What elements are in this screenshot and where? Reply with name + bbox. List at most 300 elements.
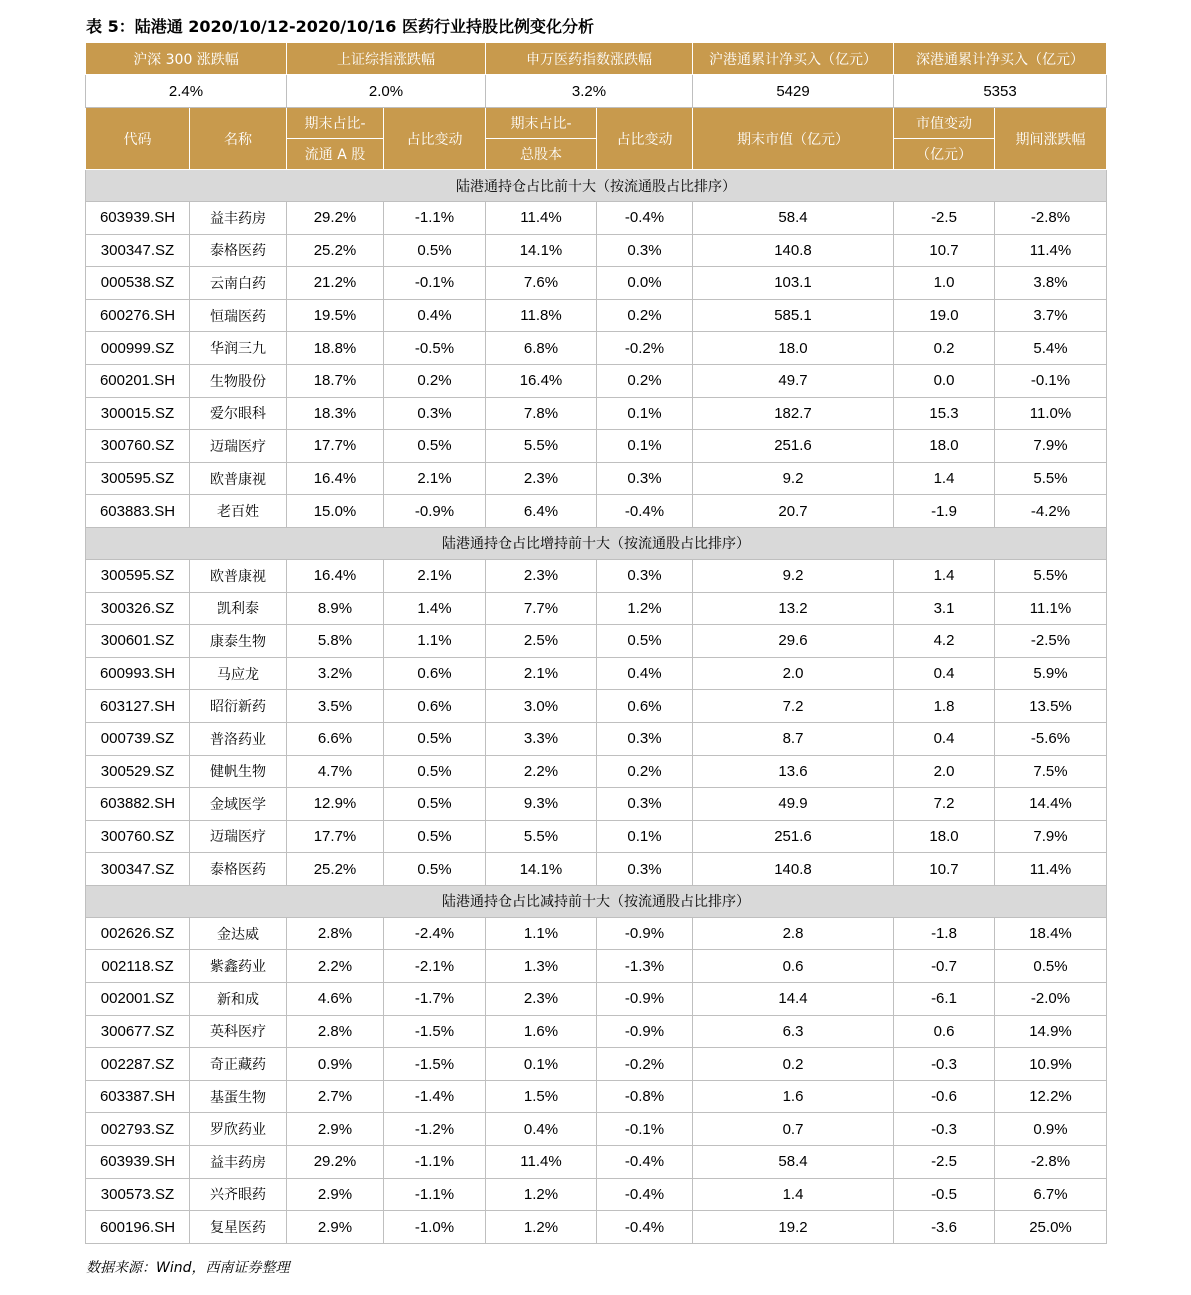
cell-mktcap: 58.4 bbox=[693, 202, 894, 235]
cell-change1: 0.5% bbox=[384, 430, 486, 463]
cell-share-total: 0.4% bbox=[486, 1113, 597, 1146]
cell-code: 600993.SH bbox=[86, 657, 190, 690]
cell-mktcap: 103.1 bbox=[693, 267, 894, 300]
cell-change2: 1.2% bbox=[597, 592, 693, 625]
cell-code: 600276.SH bbox=[86, 299, 190, 332]
cell-name: 生物股份 bbox=[190, 364, 287, 397]
table-row bbox=[86, 234, 1107, 267]
cell-code: 300529.SZ bbox=[86, 755, 190, 788]
cell-share-total: 1.2% bbox=[486, 1211, 597, 1244]
cell-mktchg: -1.9 bbox=[894, 495, 995, 528]
cell-pricechg: 10.9% bbox=[995, 1048, 1107, 1081]
cell-pricechg: -2.8% bbox=[995, 202, 1107, 235]
cell-pricechg: 11.1% bbox=[995, 592, 1107, 625]
cell-name: 康泰生物 bbox=[190, 625, 287, 658]
summary-header-sh-connect: 沪港通累计净买入（亿元） bbox=[693, 43, 894, 75]
table-row bbox=[86, 1211, 1107, 1244]
col-header-code: 代码 bbox=[86, 108, 190, 170]
cell-mktcap: 2.0 bbox=[693, 657, 894, 690]
cell-mktchg: 1.8 bbox=[894, 690, 995, 723]
cell-change2: 0.2% bbox=[597, 299, 693, 332]
cell-mktchg: 0.4 bbox=[894, 657, 995, 690]
cell-mktcap: 13.2 bbox=[693, 592, 894, 625]
cell-share-total: 14.1% bbox=[486, 234, 597, 267]
cell-mktcap: 49.7 bbox=[693, 364, 894, 397]
col-header-change1: 占比变动 bbox=[384, 108, 486, 170]
cell-mktcap: 29.6 bbox=[693, 625, 894, 658]
table-row bbox=[86, 397, 1107, 430]
summary-header-sw-pharma: 申万医药指数涨跌幅 bbox=[486, 43, 693, 75]
cell-mktchg: -2.5 bbox=[894, 202, 995, 235]
cell-change1: 0.4% bbox=[384, 299, 486, 332]
cell-share-float: 18.3% bbox=[287, 397, 384, 430]
cell-share-total: 1.5% bbox=[486, 1080, 597, 1113]
cell-pricechg: 7.9% bbox=[995, 430, 1107, 463]
cell-share-float: 2.9% bbox=[287, 1178, 384, 1211]
section-header-row bbox=[86, 170, 1107, 202]
summary-value-hs300: 2.4% bbox=[86, 75, 287, 108]
cell-change1: -0.5% bbox=[384, 332, 486, 365]
cell-mktcap: 9.2 bbox=[693, 559, 894, 592]
cell-mktchg: 0.4 bbox=[894, 722, 995, 755]
cell-share-total: 14.1% bbox=[486, 853, 597, 886]
table-row bbox=[86, 559, 1107, 592]
cell-code: 603127.SH bbox=[86, 690, 190, 723]
cell-mktcap: 585.1 bbox=[693, 299, 894, 332]
cell-mktcap: 13.6 bbox=[693, 755, 894, 788]
cell-mktcap: 1.6 bbox=[693, 1080, 894, 1113]
cell-share-total: 1.2% bbox=[486, 1178, 597, 1211]
cell-share-total: 11.8% bbox=[486, 299, 597, 332]
cell-name: 金达威 bbox=[190, 917, 287, 950]
col-header-share-float-line2: 流通 A 股 bbox=[287, 139, 384, 170]
cell-pricechg: 7.5% bbox=[995, 755, 1107, 788]
cell-pricechg: -2.5% bbox=[995, 625, 1107, 658]
cell-share-float: 4.7% bbox=[287, 755, 384, 788]
cell-name: 英科医疗 bbox=[190, 1015, 287, 1048]
cell-change2: 0.5% bbox=[597, 625, 693, 658]
cell-share-total: 11.4% bbox=[486, 1146, 597, 1179]
cell-share-total: 9.3% bbox=[486, 788, 597, 821]
col-header-change2: 占比变动 bbox=[597, 108, 693, 170]
cell-name: 迈瑞医疗 bbox=[190, 430, 287, 463]
cell-mktchg: 10.7 bbox=[894, 853, 995, 886]
cell-code: 300595.SZ bbox=[86, 559, 190, 592]
table-row bbox=[86, 1015, 1107, 1048]
cell-code: 300326.SZ bbox=[86, 592, 190, 625]
cell-mktchg: 0.0 bbox=[894, 364, 995, 397]
table-row bbox=[86, 950, 1107, 983]
cell-mktcap: 2.8 bbox=[693, 917, 894, 950]
cell-change2: -0.4% bbox=[597, 1178, 693, 1211]
summary-header-row bbox=[86, 43, 1107, 75]
cell-pricechg: 11.4% bbox=[995, 853, 1107, 886]
table-row bbox=[86, 267, 1107, 300]
cell-name: 健帆生物 bbox=[190, 755, 287, 788]
cell-share-float: 2.8% bbox=[287, 1015, 384, 1048]
cell-pricechg: 12.2% bbox=[995, 1080, 1107, 1113]
cell-mktcap: 182.7 bbox=[693, 397, 894, 430]
table-row bbox=[86, 1146, 1107, 1179]
cell-share-float: 3.5% bbox=[287, 690, 384, 723]
cell-name: 马应龙 bbox=[190, 657, 287, 690]
cell-change1: -1.7% bbox=[384, 983, 486, 1016]
cell-code: 300573.SZ bbox=[86, 1178, 190, 1211]
cell-change1: 0.5% bbox=[384, 234, 486, 267]
cell-change1: -1.5% bbox=[384, 1015, 486, 1048]
page-title: 表 5：陆港通 2020/10/12-2020/10/16 医药行业持股比例变化分析 bbox=[86, 17, 594, 36]
cell-name: 益丰药房 bbox=[190, 202, 287, 235]
cell-mktcap: 8.7 bbox=[693, 722, 894, 755]
cell-share-total: 7.8% bbox=[486, 397, 597, 430]
cell-name: 益丰药房 bbox=[190, 1146, 287, 1179]
cell-change1: -2.1% bbox=[384, 950, 486, 983]
col-header-mktcap: 期末市值（亿元） bbox=[693, 108, 894, 170]
cell-mktcap: 58.4 bbox=[693, 1146, 894, 1179]
cell-mktchg: 10.7 bbox=[894, 234, 995, 267]
table-row bbox=[86, 299, 1107, 332]
cell-pricechg: 25.0% bbox=[995, 1211, 1107, 1244]
summary-value-sz-connect: 5353 bbox=[894, 75, 1107, 108]
cell-mktchg: 18.0 bbox=[894, 820, 995, 853]
table-row bbox=[86, 1113, 1107, 1146]
cell-change1: -1.1% bbox=[384, 1146, 486, 1179]
table-row bbox=[86, 364, 1107, 397]
table-row bbox=[86, 1080, 1107, 1113]
table-row bbox=[86, 853, 1107, 886]
cell-share-float: 25.2% bbox=[287, 853, 384, 886]
cell-change2: -0.4% bbox=[597, 495, 693, 528]
cell-change1: 1.4% bbox=[384, 592, 486, 625]
summary-value-sh-connect: 5429 bbox=[693, 75, 894, 108]
cell-change1: 0.2% bbox=[384, 364, 486, 397]
col-header-share-float-line1: 期末占比- bbox=[287, 108, 384, 139]
cell-share-float: 25.2% bbox=[287, 234, 384, 267]
cell-share-total: 0.1% bbox=[486, 1048, 597, 1081]
cell-share-float: 16.4% bbox=[287, 462, 384, 495]
cell-share-float: 2.2% bbox=[287, 950, 384, 983]
cell-name: 欧普康视 bbox=[190, 559, 287, 592]
cell-change2: 0.1% bbox=[597, 397, 693, 430]
cell-code: 300601.SZ bbox=[86, 625, 190, 658]
col-header-name: 名称 bbox=[190, 108, 287, 170]
cell-change1: -1.2% bbox=[384, 1113, 486, 1146]
cell-pricechg: 14.9% bbox=[995, 1015, 1107, 1048]
cell-share-float: 3.2% bbox=[287, 657, 384, 690]
cell-mktcap: 0.6 bbox=[693, 950, 894, 983]
cell-mktchg: 2.0 bbox=[894, 755, 995, 788]
section-header-row bbox=[86, 885, 1107, 917]
col-header-share-total-line2: 总股本 bbox=[486, 139, 597, 170]
cell-change1: -2.4% bbox=[384, 917, 486, 950]
cell-share-total: 3.0% bbox=[486, 690, 597, 723]
cell-mktcap: 7.2 bbox=[693, 690, 894, 723]
cell-pricechg: 5.5% bbox=[995, 559, 1107, 592]
cell-change2: -0.2% bbox=[597, 332, 693, 365]
cell-change1: 0.5% bbox=[384, 755, 486, 788]
table-row bbox=[86, 625, 1107, 658]
cell-mktchg: 1.4 bbox=[894, 462, 995, 495]
cell-change1: 0.5% bbox=[384, 722, 486, 755]
cell-code: 300015.SZ bbox=[86, 397, 190, 430]
cell-name: 紫鑫药业 bbox=[190, 950, 287, 983]
cell-change2: -0.1% bbox=[597, 1113, 693, 1146]
cell-name: 新和成 bbox=[190, 983, 287, 1016]
cell-share-total: 2.2% bbox=[486, 755, 597, 788]
cell-mktcap: 9.2 bbox=[693, 462, 894, 495]
cell-share-total: 2.3% bbox=[486, 559, 597, 592]
cell-pricechg: 5.9% bbox=[995, 657, 1107, 690]
cell-pricechg: 13.5% bbox=[995, 690, 1107, 723]
cell-name: 云南白药 bbox=[190, 267, 287, 300]
cell-share-total: 1.6% bbox=[486, 1015, 597, 1048]
cell-share-float: 8.9% bbox=[287, 592, 384, 625]
holdings-table bbox=[85, 42, 1107, 1244]
table-row bbox=[86, 690, 1107, 723]
cell-mktchg: -6.1 bbox=[894, 983, 995, 1016]
cell-mktchg: 3.1 bbox=[894, 592, 995, 625]
cell-code: 603387.SH bbox=[86, 1080, 190, 1113]
cell-mktchg: 0.2 bbox=[894, 332, 995, 365]
cell-change2: 0.1% bbox=[597, 820, 693, 853]
summary-header-sz-connect: 深港通累计净买入（亿元） bbox=[894, 43, 1107, 75]
cell-change2: -0.4% bbox=[597, 202, 693, 235]
table-row bbox=[86, 430, 1107, 463]
summary-header-hs300: 沪深 300 涨跌幅 bbox=[86, 43, 287, 75]
cell-name: 迈瑞医疗 bbox=[190, 820, 287, 853]
cell-share-float: 2.9% bbox=[287, 1211, 384, 1244]
cell-pricechg: 3.7% bbox=[995, 299, 1107, 332]
cell-code: 300347.SZ bbox=[86, 234, 190, 267]
cell-share-float: 16.4% bbox=[287, 559, 384, 592]
cell-pricechg: 7.9% bbox=[995, 820, 1107, 853]
cell-mktcap: 0.7 bbox=[693, 1113, 894, 1146]
table-row bbox=[86, 983, 1107, 1016]
cell-share-total: 16.4% bbox=[486, 364, 597, 397]
cell-pricechg: 18.4% bbox=[995, 917, 1107, 950]
summary-value-sse: 2.0% bbox=[287, 75, 486, 108]
cell-code: 300677.SZ bbox=[86, 1015, 190, 1048]
cell-share-float: 21.2% bbox=[287, 267, 384, 300]
cell-change1: -0.1% bbox=[384, 267, 486, 300]
col-header-pricechg: 期间涨跌幅 bbox=[995, 108, 1107, 170]
table-row bbox=[86, 1048, 1107, 1081]
cell-mktchg: -0.3 bbox=[894, 1113, 995, 1146]
table-row bbox=[86, 722, 1107, 755]
cell-mktcap: 49.9 bbox=[693, 788, 894, 821]
table-row bbox=[86, 462, 1107, 495]
cell-code: 002118.SZ bbox=[86, 950, 190, 983]
cell-share-float: 29.2% bbox=[287, 1146, 384, 1179]
cell-change1: 0.6% bbox=[384, 657, 486, 690]
cell-change2: 0.2% bbox=[597, 364, 693, 397]
cell-share-total: 1.3% bbox=[486, 950, 597, 983]
cell-share-total: 6.4% bbox=[486, 495, 597, 528]
cell-code: 002287.SZ bbox=[86, 1048, 190, 1081]
col-header-share-total-line1: 期末占比- bbox=[486, 108, 597, 139]
cell-mktchg: -0.5 bbox=[894, 1178, 995, 1211]
cell-change1: -1.5% bbox=[384, 1048, 486, 1081]
cell-change2: 0.3% bbox=[597, 788, 693, 821]
source-note: 数据来源：Wind，西南证券整理 bbox=[86, 1260, 290, 1276]
cell-name: 老百姓 bbox=[190, 495, 287, 528]
section-title: 陆港通持仓占比前十大（按流通股占比排序） bbox=[86, 170, 1107, 202]
cell-mktcap: 20.7 bbox=[693, 495, 894, 528]
cell-mktchg: -2.5 bbox=[894, 1146, 995, 1179]
cell-pricechg: 0.9% bbox=[995, 1113, 1107, 1146]
cell-change1: 0.5% bbox=[384, 820, 486, 853]
cell-change2: 0.3% bbox=[597, 234, 693, 267]
cell-pricechg: 5.4% bbox=[995, 332, 1107, 365]
cell-mktchg: 0.6 bbox=[894, 1015, 995, 1048]
cell-mktchg: 4.2 bbox=[894, 625, 995, 658]
cell-share-float: 18.8% bbox=[287, 332, 384, 365]
cell-code: 600196.SH bbox=[86, 1211, 190, 1244]
cell-code: 002793.SZ bbox=[86, 1113, 190, 1146]
cell-share-total: 5.5% bbox=[486, 430, 597, 463]
cell-change2: 0.0% bbox=[597, 267, 693, 300]
cell-share-float: 6.6% bbox=[287, 722, 384, 755]
cell-share-float: 19.5% bbox=[287, 299, 384, 332]
cell-pricechg: 11.0% bbox=[995, 397, 1107, 430]
column-header-row-top bbox=[86, 108, 1107, 139]
cell-share-total: 2.5% bbox=[486, 625, 597, 658]
cell-share-total: 2.3% bbox=[486, 983, 597, 1016]
cell-name: 泰格医药 bbox=[190, 853, 287, 886]
cell-name: 金域医学 bbox=[190, 788, 287, 821]
cell-change2: -0.9% bbox=[597, 1015, 693, 1048]
cell-share-float: 18.7% bbox=[287, 364, 384, 397]
cell-mktchg: 15.3 bbox=[894, 397, 995, 430]
table-row bbox=[86, 755, 1107, 788]
cell-share-float: 17.7% bbox=[287, 820, 384, 853]
table-row bbox=[86, 1178, 1107, 1211]
table-row bbox=[86, 657, 1107, 690]
cell-share-total: 7.6% bbox=[486, 267, 597, 300]
cell-change2: -0.2% bbox=[597, 1048, 693, 1081]
cell-mktchg: -0.3 bbox=[894, 1048, 995, 1081]
cell-share-float: 4.6% bbox=[287, 983, 384, 1016]
cell-name: 奇正藏药 bbox=[190, 1048, 287, 1081]
cell-name: 欧普康视 bbox=[190, 462, 287, 495]
cell-share-float: 0.9% bbox=[287, 1048, 384, 1081]
cell-mktcap: 18.0 bbox=[693, 332, 894, 365]
cell-pricechg: 11.4% bbox=[995, 234, 1107, 267]
cell-share-float: 2.9% bbox=[287, 1113, 384, 1146]
cell-mktcap: 251.6 bbox=[693, 430, 894, 463]
table-row bbox=[86, 495, 1107, 528]
cell-code: 000739.SZ bbox=[86, 722, 190, 755]
cell-share-float: 2.8% bbox=[287, 917, 384, 950]
cell-pricechg: -0.1% bbox=[995, 364, 1107, 397]
cell-code: 300595.SZ bbox=[86, 462, 190, 495]
cell-mktchg: 1.4 bbox=[894, 559, 995, 592]
cell-share-float: 12.9% bbox=[287, 788, 384, 821]
cell-mktcap: 6.3 bbox=[693, 1015, 894, 1048]
cell-code: 002001.SZ bbox=[86, 983, 190, 1016]
cell-pricechg: -2.8% bbox=[995, 1146, 1107, 1179]
table-row bbox=[86, 820, 1107, 853]
cell-name: 华润三九 bbox=[190, 332, 287, 365]
table-row bbox=[86, 592, 1107, 625]
cell-mktcap: 14.4 bbox=[693, 983, 894, 1016]
cell-code: 300347.SZ bbox=[86, 853, 190, 886]
cell-change2: 0.6% bbox=[597, 690, 693, 723]
cell-name: 复星医药 bbox=[190, 1211, 287, 1244]
cell-share-total: 11.4% bbox=[486, 202, 597, 235]
cell-mktchg: -3.6 bbox=[894, 1211, 995, 1244]
cell-share-total: 3.3% bbox=[486, 722, 597, 755]
cell-mktchg: 7.2 bbox=[894, 788, 995, 821]
cell-name: 罗欣药业 bbox=[190, 1113, 287, 1146]
cell-change2: 0.3% bbox=[597, 462, 693, 495]
cell-change1: -1.0% bbox=[384, 1211, 486, 1244]
cell-name: 泰格医药 bbox=[190, 234, 287, 267]
cell-change1: 0.5% bbox=[384, 788, 486, 821]
cell-change2: 0.2% bbox=[597, 755, 693, 788]
cell-mktcap: 140.8 bbox=[693, 853, 894, 886]
table-row bbox=[86, 332, 1107, 365]
cell-change1: 0.5% bbox=[384, 853, 486, 886]
cell-code: 300760.SZ bbox=[86, 430, 190, 463]
summary-value-sw-pharma: 3.2% bbox=[486, 75, 693, 108]
cell-name: 凯利泰 bbox=[190, 592, 287, 625]
cell-name: 爱尔眼科 bbox=[190, 397, 287, 430]
cell-share-total: 5.5% bbox=[486, 820, 597, 853]
summary-value-row bbox=[86, 75, 1107, 108]
cell-pricechg: 6.7% bbox=[995, 1178, 1107, 1211]
cell-mktcap: 1.4 bbox=[693, 1178, 894, 1211]
cell-pricechg: 14.4% bbox=[995, 788, 1107, 821]
cell-change2: -0.9% bbox=[597, 917, 693, 950]
section-title: 陆港通持仓占比增持前十大（按流通股占比排序） bbox=[86, 527, 1107, 559]
cell-name: 兴齐眼药 bbox=[190, 1178, 287, 1211]
cell-share-float: 5.8% bbox=[287, 625, 384, 658]
cell-share-float: 17.7% bbox=[287, 430, 384, 463]
cell-change1: -0.9% bbox=[384, 495, 486, 528]
cell-share-float: 29.2% bbox=[287, 202, 384, 235]
cell-pricechg: 3.8% bbox=[995, 267, 1107, 300]
cell-name: 恒瑞医药 bbox=[190, 299, 287, 332]
cell-change2: 0.4% bbox=[597, 657, 693, 690]
cell-share-total: 6.8% bbox=[486, 332, 597, 365]
cell-share-total: 2.1% bbox=[486, 657, 597, 690]
col-header-mktchg-line2: （亿元） bbox=[894, 139, 995, 170]
cell-code: 000538.SZ bbox=[86, 267, 190, 300]
cell-pricechg: 5.5% bbox=[995, 462, 1107, 495]
cell-code: 600201.SH bbox=[86, 364, 190, 397]
table-row bbox=[86, 788, 1107, 821]
cell-code: 603882.SH bbox=[86, 788, 190, 821]
cell-change2: 0.3% bbox=[597, 853, 693, 886]
cell-code: 000999.SZ bbox=[86, 332, 190, 365]
cell-change2: -0.4% bbox=[597, 1211, 693, 1244]
cell-change1: 2.1% bbox=[384, 559, 486, 592]
cell-change2: -0.8% bbox=[597, 1080, 693, 1113]
cell-code: 002626.SZ bbox=[86, 917, 190, 950]
cell-share-total: 1.1% bbox=[486, 917, 597, 950]
cell-change1: 0.3% bbox=[384, 397, 486, 430]
cell-change1: 2.1% bbox=[384, 462, 486, 495]
cell-mktcap: 251.6 bbox=[693, 820, 894, 853]
cell-change1: -1.4% bbox=[384, 1080, 486, 1113]
cell-mktchg: -0.7 bbox=[894, 950, 995, 983]
summary-header-sse: 上证综指涨跌幅 bbox=[287, 43, 486, 75]
cell-mktchg: 1.0 bbox=[894, 267, 995, 300]
cell-change2: 0.1% bbox=[597, 430, 693, 463]
cell-change1: -1.1% bbox=[384, 202, 486, 235]
cell-share-float: 15.0% bbox=[287, 495, 384, 528]
